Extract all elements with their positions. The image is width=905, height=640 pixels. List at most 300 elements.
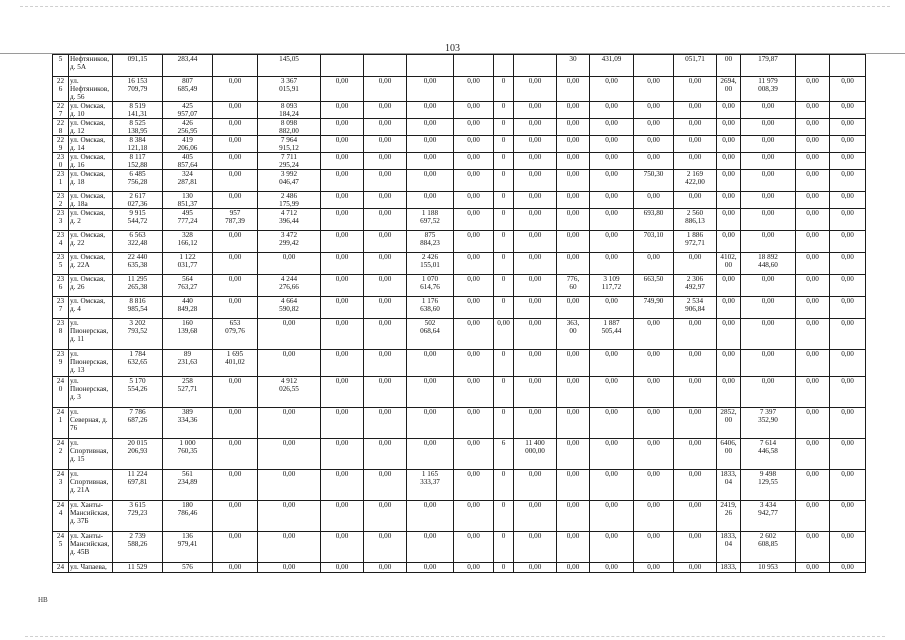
value-cell-line: 0,00 bbox=[335, 377, 349, 385]
value-cell-line: 882,00 bbox=[279, 127, 299, 135]
value-cell bbox=[514, 102, 557, 119]
value-cell-line: 1 165 bbox=[421, 470, 439, 478]
value-cell bbox=[514, 170, 557, 192]
table-row bbox=[53, 192, 866, 209]
value-cell bbox=[258, 501, 321, 532]
value-cell-line: 554,26 bbox=[127, 385, 148, 393]
value-cell-line: 749,90 bbox=[643, 297, 664, 305]
value-cell-line: 0,00 bbox=[647, 253, 660, 261]
value-cell bbox=[830, 377, 866, 408]
value-cell bbox=[634, 102, 674, 119]
value-cell bbox=[514, 408, 557, 439]
value-cell-line: 2 426 bbox=[421, 253, 439, 261]
value-cell-line: 0,00 bbox=[806, 77, 819, 85]
row-number-cell bbox=[53, 532, 69, 563]
row-number-cell bbox=[53, 253, 69, 275]
value-cell-line: 0,00 bbox=[688, 563, 702, 571]
value-cell bbox=[113, 470, 163, 501]
value-cell bbox=[741, 153, 796, 170]
value-cell-line: 2419, bbox=[720, 501, 737, 509]
value-cell-line: 0 bbox=[501, 231, 506, 239]
value-cell-line: 30 bbox=[569, 55, 577, 63]
value-cell-line: 8 384 bbox=[129, 136, 146, 144]
value-cell bbox=[741, 231, 796, 253]
row-number-cell-line: 23 bbox=[56, 170, 65, 178]
value-cell bbox=[407, 55, 454, 77]
value-cell-line: 0,00 bbox=[688, 136, 702, 144]
value-cell-line: 0,00 bbox=[282, 501, 296, 509]
value-cell bbox=[590, 408, 634, 439]
value-cell bbox=[514, 563, 557, 573]
table-row bbox=[53, 209, 866, 231]
value-cell-line: 0,00 bbox=[647, 350, 660, 358]
address-cell bbox=[69, 136, 113, 153]
value-cell-line: 0,00 bbox=[806, 319, 819, 327]
value-cell-line: 04 bbox=[724, 478, 733, 486]
value-cell-line: 0 bbox=[501, 170, 506, 178]
value-cell-line: 0,00 bbox=[228, 192, 242, 200]
value-cell bbox=[514, 153, 557, 170]
row-number-cell bbox=[53, 319, 69, 350]
value-cell-line: 0,00 bbox=[335, 192, 349, 200]
row-number-cell-line: 22 bbox=[56, 77, 65, 85]
value-cell-line: 0,00 bbox=[378, 297, 392, 305]
value-cell bbox=[113, 192, 163, 209]
value-cell bbox=[557, 102, 590, 119]
value-cell bbox=[213, 350, 258, 377]
value-cell-line: 0,00 bbox=[467, 275, 480, 283]
value-cell-line: 0 bbox=[501, 275, 506, 283]
row-number-cell bbox=[53, 170, 69, 192]
value-cell bbox=[557, 297, 590, 319]
value-cell-line: 957,07 bbox=[177, 110, 198, 118]
value-cell-line: 234,89 bbox=[177, 478, 198, 486]
value-cell-line: 0,00 bbox=[282, 470, 296, 478]
value-cell-line: 0,00 bbox=[605, 563, 618, 571]
value-cell-line: 175,99 bbox=[279, 200, 299, 208]
address-cell-line: д. 12 bbox=[70, 127, 85, 135]
value-cell bbox=[674, 153, 717, 170]
value-cell bbox=[113, 275, 163, 297]
value-cell-line: 8 525 bbox=[129, 119, 146, 127]
value-cell-line: 0,00 bbox=[528, 408, 542, 416]
value-cell-line: 431,09 bbox=[601, 55, 622, 63]
value-cell bbox=[741, 275, 796, 297]
value-cell-line: 0 bbox=[501, 77, 506, 85]
value-cell-line: 0 bbox=[501, 408, 506, 416]
value-cell-line: 0,00 bbox=[806, 470, 819, 478]
value-cell-line: 031,77 bbox=[177, 261, 198, 269]
value-cell-line: 0,00 bbox=[335, 501, 349, 509]
value-cell bbox=[258, 55, 321, 77]
value-cell bbox=[163, 77, 213, 102]
value-cell bbox=[717, 192, 741, 209]
value-cell-line: 0 bbox=[501, 253, 506, 261]
value-cell-line: 1 886 bbox=[686, 231, 704, 239]
value-cell-line: 117,72 bbox=[601, 283, 622, 291]
value-cell-line: 0,00 bbox=[423, 119, 437, 127]
value-cell-line: 4102, bbox=[720, 253, 737, 261]
address-cell bbox=[69, 532, 113, 563]
value-cell-line: 729,23 bbox=[127, 509, 148, 517]
value-cell bbox=[321, 77, 364, 102]
value-cell-line: 875 bbox=[424, 231, 436, 239]
value-cell-line: 0,00 bbox=[688, 192, 702, 200]
value-cell-line: 0,00 bbox=[688, 253, 702, 261]
table-row bbox=[53, 231, 866, 253]
address-cell bbox=[69, 231, 113, 253]
value-cell bbox=[213, 209, 258, 231]
value-cell bbox=[113, 253, 163, 275]
value-cell-line: 697,81 bbox=[127, 478, 148, 486]
value-cell bbox=[321, 102, 364, 119]
value-cell-line: 0,00 bbox=[647, 501, 660, 509]
value-cell-line: 1 070 bbox=[421, 275, 439, 283]
value-cell bbox=[634, 170, 674, 192]
value-cell-line: 776, bbox=[566, 275, 580, 283]
value-cell-line: 0,00 bbox=[467, 501, 480, 509]
value-cell bbox=[634, 231, 674, 253]
value-cell-line: 0,00 bbox=[528, 297, 542, 305]
value-cell bbox=[258, 408, 321, 439]
value-cell bbox=[494, 153, 514, 170]
value-cell bbox=[717, 297, 741, 319]
value-cell-line: 0,00 bbox=[467, 563, 480, 571]
value-cell-line: 405 bbox=[182, 153, 193, 161]
value-cell-line: 0,00 bbox=[722, 119, 735, 127]
value-cell-line: 0,00 bbox=[566, 439, 580, 447]
value-cell bbox=[454, 209, 494, 231]
value-cell bbox=[407, 275, 454, 297]
value-cell bbox=[674, 102, 717, 119]
scan-top-edge bbox=[20, 6, 890, 7]
address-cell-line: Нефтяников, bbox=[70, 85, 110, 93]
value-cell bbox=[258, 153, 321, 170]
address-cell bbox=[69, 153, 113, 170]
value-cell bbox=[258, 209, 321, 231]
value-cell-line: 0,00 bbox=[335, 231, 349, 239]
value-cell bbox=[557, 119, 590, 136]
address-cell-line: Пионерская, bbox=[70, 327, 109, 335]
value-cell-line: 777,24 bbox=[177, 217, 198, 225]
value-cell-line: 0,00 bbox=[688, 532, 702, 540]
value-cell bbox=[741, 350, 796, 377]
value-cell bbox=[407, 209, 454, 231]
value-cell-line: 0,00 bbox=[806, 501, 819, 509]
value-cell bbox=[113, 439, 163, 470]
value-cell-line: 638,60 bbox=[420, 305, 440, 313]
value-cell bbox=[163, 102, 213, 119]
value-cell bbox=[514, 350, 557, 377]
value-cell bbox=[454, 136, 494, 153]
address-cell-line: д. 18 bbox=[70, 178, 85, 186]
value-cell-line: 206,06 bbox=[177, 144, 198, 152]
value-cell-line: 663,50 bbox=[643, 275, 664, 283]
value-cell-line: 0,00 bbox=[806, 377, 819, 385]
value-cell bbox=[634, 153, 674, 170]
value-cell-line: 760,35 bbox=[177, 447, 198, 455]
value-cell bbox=[717, 253, 741, 275]
value-cell-line: 7 397 bbox=[759, 408, 777, 416]
row-number-cell-line: 8 bbox=[58, 127, 63, 135]
value-cell-line: 130 bbox=[182, 192, 193, 200]
value-cell bbox=[590, 532, 634, 563]
value-cell bbox=[741, 377, 796, 408]
value-cell bbox=[407, 532, 454, 563]
value-cell bbox=[717, 563, 741, 573]
value-cell bbox=[163, 470, 213, 501]
value-cell-line: 287,81 bbox=[177, 178, 198, 186]
value-cell-line: 0,00 bbox=[335, 153, 349, 161]
value-cell-line: 0,00 bbox=[335, 408, 349, 416]
row-number-cell bbox=[53, 297, 69, 319]
address-cell-line: д. 5А bbox=[70, 63, 87, 71]
value-cell-line: 0,00 bbox=[806, 153, 819, 161]
value-cell-line: 564 bbox=[182, 275, 193, 283]
value-cell bbox=[258, 439, 321, 470]
value-cell-line: 206,93 bbox=[127, 447, 148, 455]
value-cell-line: 0 bbox=[501, 470, 506, 478]
value-cell-line: 1 188 bbox=[421, 209, 439, 217]
value-cell bbox=[321, 563, 364, 573]
value-cell-line: 0 bbox=[501, 563, 506, 571]
value-cell-line: 141,31 bbox=[127, 110, 148, 118]
value-cell bbox=[674, 170, 717, 192]
value-cell bbox=[454, 532, 494, 563]
value-cell bbox=[717, 209, 741, 231]
value-cell bbox=[634, 77, 674, 102]
value-cell-line: 138,95 bbox=[127, 127, 148, 135]
value-cell-line: 0,00 bbox=[722, 102, 735, 110]
value-cell-line: 0,00 bbox=[335, 532, 349, 540]
value-cell-line: 0,00 bbox=[335, 319, 349, 327]
value-cell-line: 492,97 bbox=[685, 283, 705, 291]
address-cell-line: д. 21А bbox=[70, 486, 90, 494]
value-cell-line: 0,00 bbox=[335, 275, 349, 283]
scan-bottom-edge bbox=[25, 636, 885, 637]
value-cell bbox=[213, 231, 258, 253]
address-cell bbox=[69, 275, 113, 297]
value-cell-line: 352,90 bbox=[758, 416, 778, 424]
value-cell bbox=[321, 253, 364, 275]
value-cell bbox=[113, 77, 163, 102]
value-cell-line: 145,05 bbox=[279, 55, 299, 63]
value-cell bbox=[163, 136, 213, 153]
value-cell bbox=[258, 350, 321, 377]
value-cell-line: 857,64 bbox=[177, 161, 198, 169]
value-cell-line: 231,63 bbox=[177, 358, 198, 366]
value-cell bbox=[796, 170, 830, 192]
row-number-cell-line: 6 bbox=[58, 283, 63, 291]
value-cell-line: 0,00 bbox=[647, 102, 660, 110]
value-cell bbox=[717, 153, 741, 170]
value-cell bbox=[514, 192, 557, 209]
address-cell-line: д. 3 bbox=[70, 393, 81, 401]
value-cell bbox=[258, 532, 321, 563]
value-cell bbox=[494, 439, 514, 470]
value-cell bbox=[674, 319, 717, 350]
value-cell bbox=[163, 275, 213, 297]
address-cell bbox=[69, 102, 113, 119]
row-number-cell-line: 24 bbox=[56, 563, 65, 571]
address-cell-line: д. 26 bbox=[70, 283, 85, 291]
value-cell bbox=[741, 170, 796, 192]
value-cell bbox=[364, 439, 407, 470]
value-cell bbox=[796, 253, 830, 275]
value-cell-line: 20 015 bbox=[127, 439, 148, 447]
value-cell-line: 0,00 bbox=[228, 253, 242, 261]
address-cell-line: ул. Омская, bbox=[70, 119, 106, 127]
address-cell bbox=[69, 470, 113, 501]
value-cell bbox=[830, 470, 866, 501]
address-cell-line: Спортивная, bbox=[70, 478, 109, 486]
value-cell bbox=[213, 297, 258, 319]
value-cell bbox=[514, 439, 557, 470]
value-cell-line: 0,00 bbox=[228, 439, 242, 447]
value-cell bbox=[454, 119, 494, 136]
value-cell-line: 2 534 bbox=[686, 297, 704, 305]
value-cell bbox=[364, 55, 407, 77]
value-cell-line: 588,26 bbox=[127, 540, 148, 548]
value-cell-line: 0,00 bbox=[228, 563, 242, 571]
row-number-cell bbox=[53, 209, 69, 231]
value-cell-line: 0,00 bbox=[467, 319, 480, 327]
value-cell-line: 0,00 bbox=[605, 532, 618, 540]
value-cell-line: 0,00 bbox=[566, 501, 580, 509]
value-cell-line: 0,00 bbox=[806, 253, 819, 261]
address-cell bbox=[69, 563, 113, 573]
value-cell bbox=[674, 119, 717, 136]
value-cell bbox=[494, 377, 514, 408]
value-cell bbox=[741, 192, 796, 209]
value-cell bbox=[830, 532, 866, 563]
row-number-cell-line: 2 bbox=[58, 447, 63, 455]
value-cell bbox=[454, 192, 494, 209]
value-cell-line: 0,00 bbox=[806, 136, 819, 144]
value-cell-line: 160 bbox=[182, 319, 193, 327]
value-cell bbox=[364, 209, 407, 231]
value-cell bbox=[113, 102, 163, 119]
value-cell bbox=[674, 297, 717, 319]
value-cell bbox=[321, 55, 364, 77]
value-cell-line: 7 786 bbox=[129, 408, 146, 416]
value-cell-line: 972,71 bbox=[685, 239, 705, 247]
value-cell bbox=[717, 55, 741, 77]
value-cell-line: 0,00 bbox=[761, 209, 775, 217]
table-row bbox=[53, 377, 866, 408]
value-cell-line: 0,00 bbox=[761, 377, 775, 385]
value-cell-line: 0,00 bbox=[566, 192, 580, 200]
value-cell-line: 0,00 bbox=[228, 153, 242, 161]
value-cell-line: 0 bbox=[501, 209, 506, 217]
value-cell bbox=[796, 377, 830, 408]
value-cell bbox=[741, 119, 796, 136]
value-cell bbox=[717, 377, 741, 408]
value-cell-line: 0,00 bbox=[378, 102, 392, 110]
address-cell-line: Спортивная, bbox=[70, 447, 109, 455]
value-cell bbox=[830, 102, 866, 119]
value-cell bbox=[213, 501, 258, 532]
value-cell-line: 11 400 bbox=[525, 439, 545, 447]
value-cell-line: 886,13 bbox=[685, 217, 705, 225]
value-cell-line: 60 bbox=[569, 283, 577, 291]
row-number-cell-line: 23 bbox=[56, 253, 65, 261]
value-cell bbox=[830, 136, 866, 153]
value-cell bbox=[454, 297, 494, 319]
value-cell-line: 0,00 bbox=[566, 209, 580, 217]
value-cell bbox=[258, 377, 321, 408]
value-cell-line: 0,00 bbox=[806, 350, 819, 358]
value-cell-line: 8 816 bbox=[129, 297, 146, 305]
address-cell-line: д. 11 bbox=[70, 335, 85, 343]
value-cell-line: 0,00 bbox=[761, 153, 775, 161]
row-number-cell-line: 0 bbox=[58, 161, 63, 169]
value-cell bbox=[454, 439, 494, 470]
value-cell bbox=[258, 77, 321, 102]
value-cell-line: 2 486 bbox=[280, 192, 298, 200]
value-cell bbox=[364, 377, 407, 408]
value-cell bbox=[163, 563, 213, 573]
value-cell bbox=[494, 297, 514, 319]
value-cell-line: 0,00 bbox=[722, 231, 735, 239]
value-cell bbox=[113, 119, 163, 136]
address-cell-line: ул. bbox=[70, 470, 79, 478]
value-cell bbox=[741, 439, 796, 470]
value-cell bbox=[830, 231, 866, 253]
address-cell-line: Нефтяников, bbox=[70, 55, 110, 63]
value-cell-line: 979,41 bbox=[177, 540, 198, 548]
value-cell bbox=[258, 253, 321, 275]
row-number-cell-line: 24 bbox=[56, 470, 65, 478]
value-cell bbox=[590, 470, 634, 501]
value-cell-line: 0,00 bbox=[605, 297, 618, 305]
value-cell-line: 068,64 bbox=[420, 327, 440, 335]
row-number-cell-line: 4 bbox=[58, 239, 63, 247]
value-cell bbox=[321, 319, 364, 350]
value-cell-line: 328 bbox=[182, 231, 193, 239]
value-cell-line: 0,00 bbox=[841, 319, 854, 327]
value-cell-line: 0,00 bbox=[228, 501, 242, 509]
value-cell-line: 6 563 bbox=[129, 231, 146, 239]
value-cell bbox=[514, 209, 557, 231]
value-cell-line: 0,00 bbox=[335, 77, 349, 85]
value-cell-line: 0,00 bbox=[528, 563, 542, 571]
address-cell-line: ул. Омская, bbox=[70, 170, 106, 178]
value-cell bbox=[634, 253, 674, 275]
value-cell-line: 4 712 bbox=[280, 209, 298, 217]
value-cell-line: 0,00 bbox=[423, 439, 437, 447]
value-cell-line: 0,00 bbox=[467, 102, 480, 110]
value-cell-line: 0,00 bbox=[467, 136, 480, 144]
value-cell-line: 091,15 bbox=[127, 55, 148, 63]
value-cell-line: 2694, bbox=[720, 77, 737, 85]
value-cell-line: 0,00 bbox=[335, 470, 349, 478]
address-cell-line: ул. Омская, bbox=[70, 153, 106, 161]
value-cell bbox=[258, 297, 321, 319]
value-cell-line: 0,00 bbox=[528, 350, 542, 358]
value-cell bbox=[321, 136, 364, 153]
table-row bbox=[53, 470, 866, 501]
value-cell-line: 0,00 bbox=[647, 439, 660, 447]
value-cell-line: 0,00 bbox=[423, 563, 437, 571]
value-cell-line: 0 bbox=[501, 119, 506, 127]
value-cell-line: 0,00 bbox=[605, 501, 618, 509]
value-cell bbox=[634, 136, 674, 153]
row-number-cell bbox=[53, 408, 69, 439]
value-cell-line: 0,00 bbox=[378, 408, 392, 416]
row-number-cell bbox=[53, 119, 69, 136]
value-cell bbox=[364, 119, 407, 136]
